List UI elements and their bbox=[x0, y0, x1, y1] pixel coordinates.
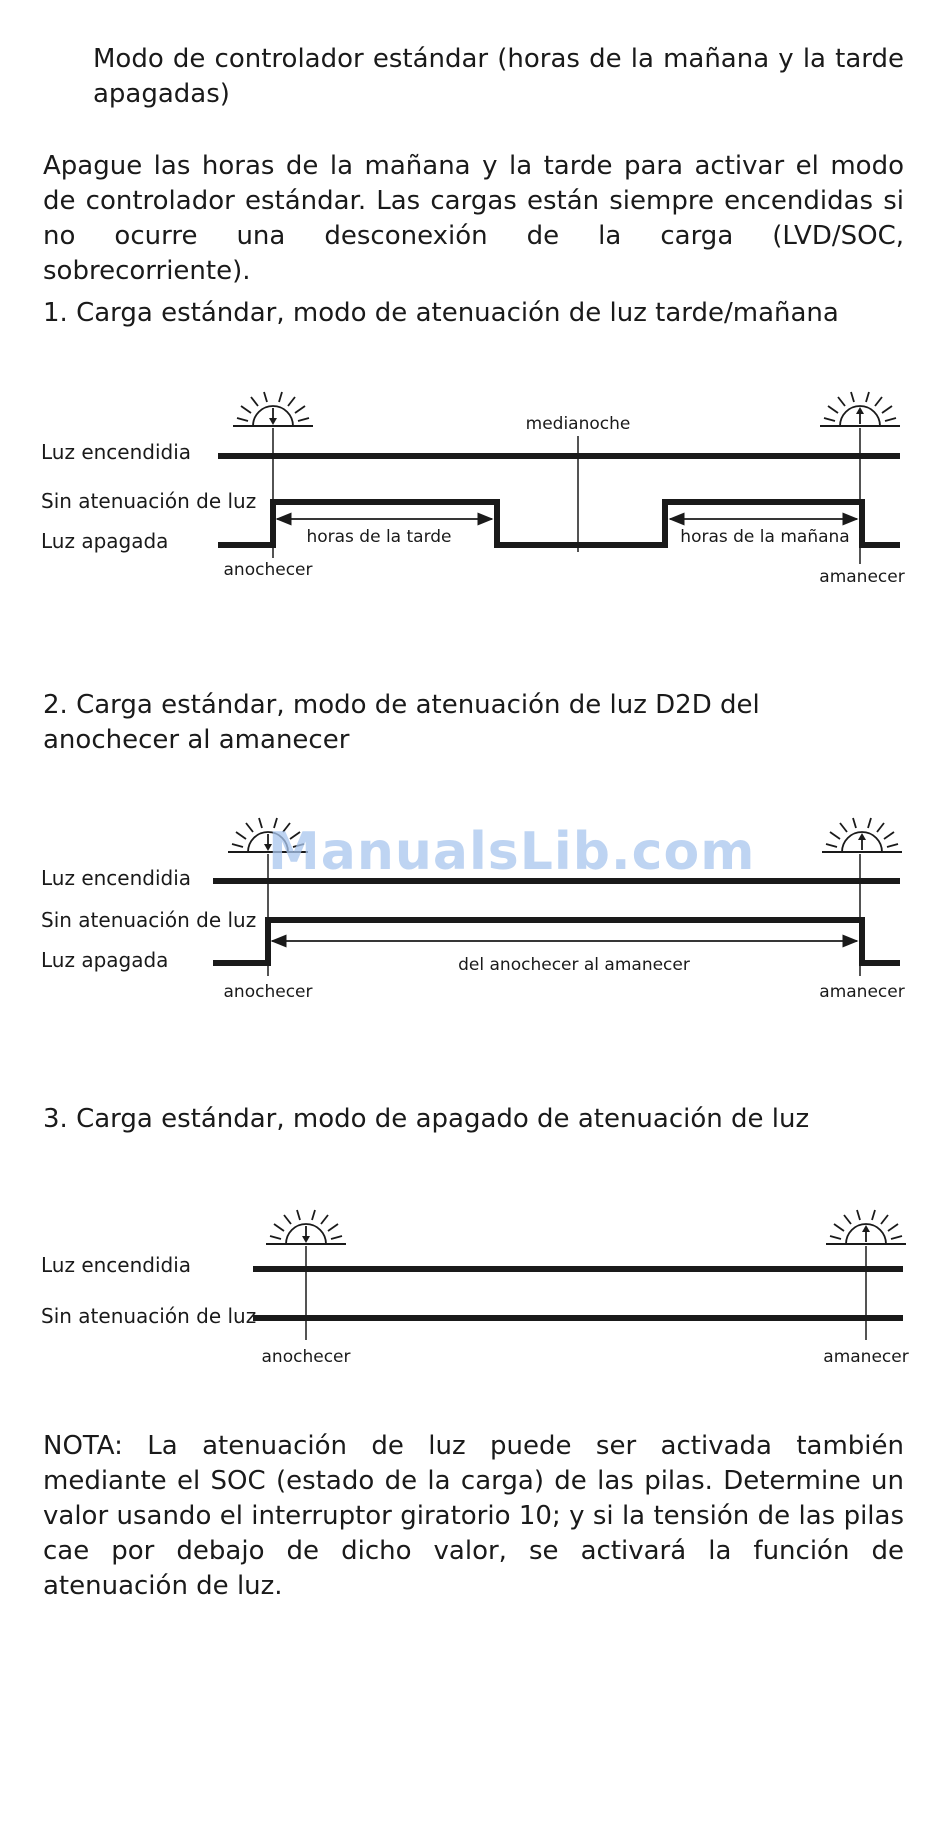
midnight-label: medianoche bbox=[525, 414, 631, 434]
watermark: ManualsLib.com bbox=[268, 822, 756, 882]
dusk-label: anochecer bbox=[223, 982, 313, 1002]
sunrise-icon bbox=[820, 392, 900, 426]
dusk-label: anochecer bbox=[223, 560, 313, 580]
label-no-dimming: Sin atenuación de luz bbox=[41, 489, 257, 513]
sunset-icon bbox=[233, 392, 313, 426]
label-no-dimming: Sin atenuación de luz bbox=[41, 908, 257, 932]
diagram-dimming-off bbox=[0, 1195, 950, 1375]
label-light-off: Luz apagada bbox=[41, 948, 169, 972]
sunset-icon bbox=[266, 1210, 346, 1244]
label-light-on: Luz encendidia bbox=[41, 866, 192, 890]
dawn-label: amanecer bbox=[819, 982, 905, 1002]
morning-hours-label: horas de la mañana bbox=[680, 527, 850, 547]
label-light-off: Luz apagada bbox=[41, 529, 169, 553]
sunrise-icon bbox=[826, 1210, 906, 1244]
evening-hours-label: horas de la tarde bbox=[306, 527, 452, 547]
section-3-title: 3. Carga estándar, modo de apagado de atenuación de luz bbox=[43, 1104, 810, 1134]
note-paragraph: NOTA: La atenuación de luz puede ser activada también mediante el SOC (estado de la carga) de las pilas. Determine un valor usando el interruptor giratorio 10; y si la tensión de las pilas cae por debajo de dicho valor, se activará la función de atenuación de luz. bbox=[43, 1431, 904, 1601]
sunrise-icon bbox=[822, 818, 902, 852]
dusk-to-dawn-label: del anochecer al amanecer bbox=[458, 955, 690, 975]
section-1-title: 1. Carga estándar, modo de atenuación de luz tarde/mañana bbox=[43, 298, 839, 328]
diagram-evening-morning bbox=[0, 380, 950, 590]
label-light-on: Luz encendidia bbox=[41, 1253, 192, 1277]
mode-heading: Modo de controlador estándar (horas de la mañana y la tarde apagadas) bbox=[93, 44, 904, 109]
intro-paragraph: Apague las horas de la mañana y la tarde para activar el modo de controlador estándar. Las cargas están siempre encendidas si no ocurre una desconexión de la carga (LVD/SOC, sobrecorriente). bbox=[43, 151, 904, 286]
dusk-label: anochecer bbox=[261, 1347, 351, 1367]
section-2-title: 2. Carga estándar, modo de atenuación de luz D2D del anochecer al amanecer bbox=[43, 690, 760, 755]
label-light-on: Luz encendidia bbox=[41, 440, 192, 464]
dawn-label: amanecer bbox=[823, 1347, 909, 1367]
label-no-dimming: Sin atenuación de luz bbox=[41, 1304, 257, 1328]
dawn-label: amanecer bbox=[819, 567, 905, 587]
